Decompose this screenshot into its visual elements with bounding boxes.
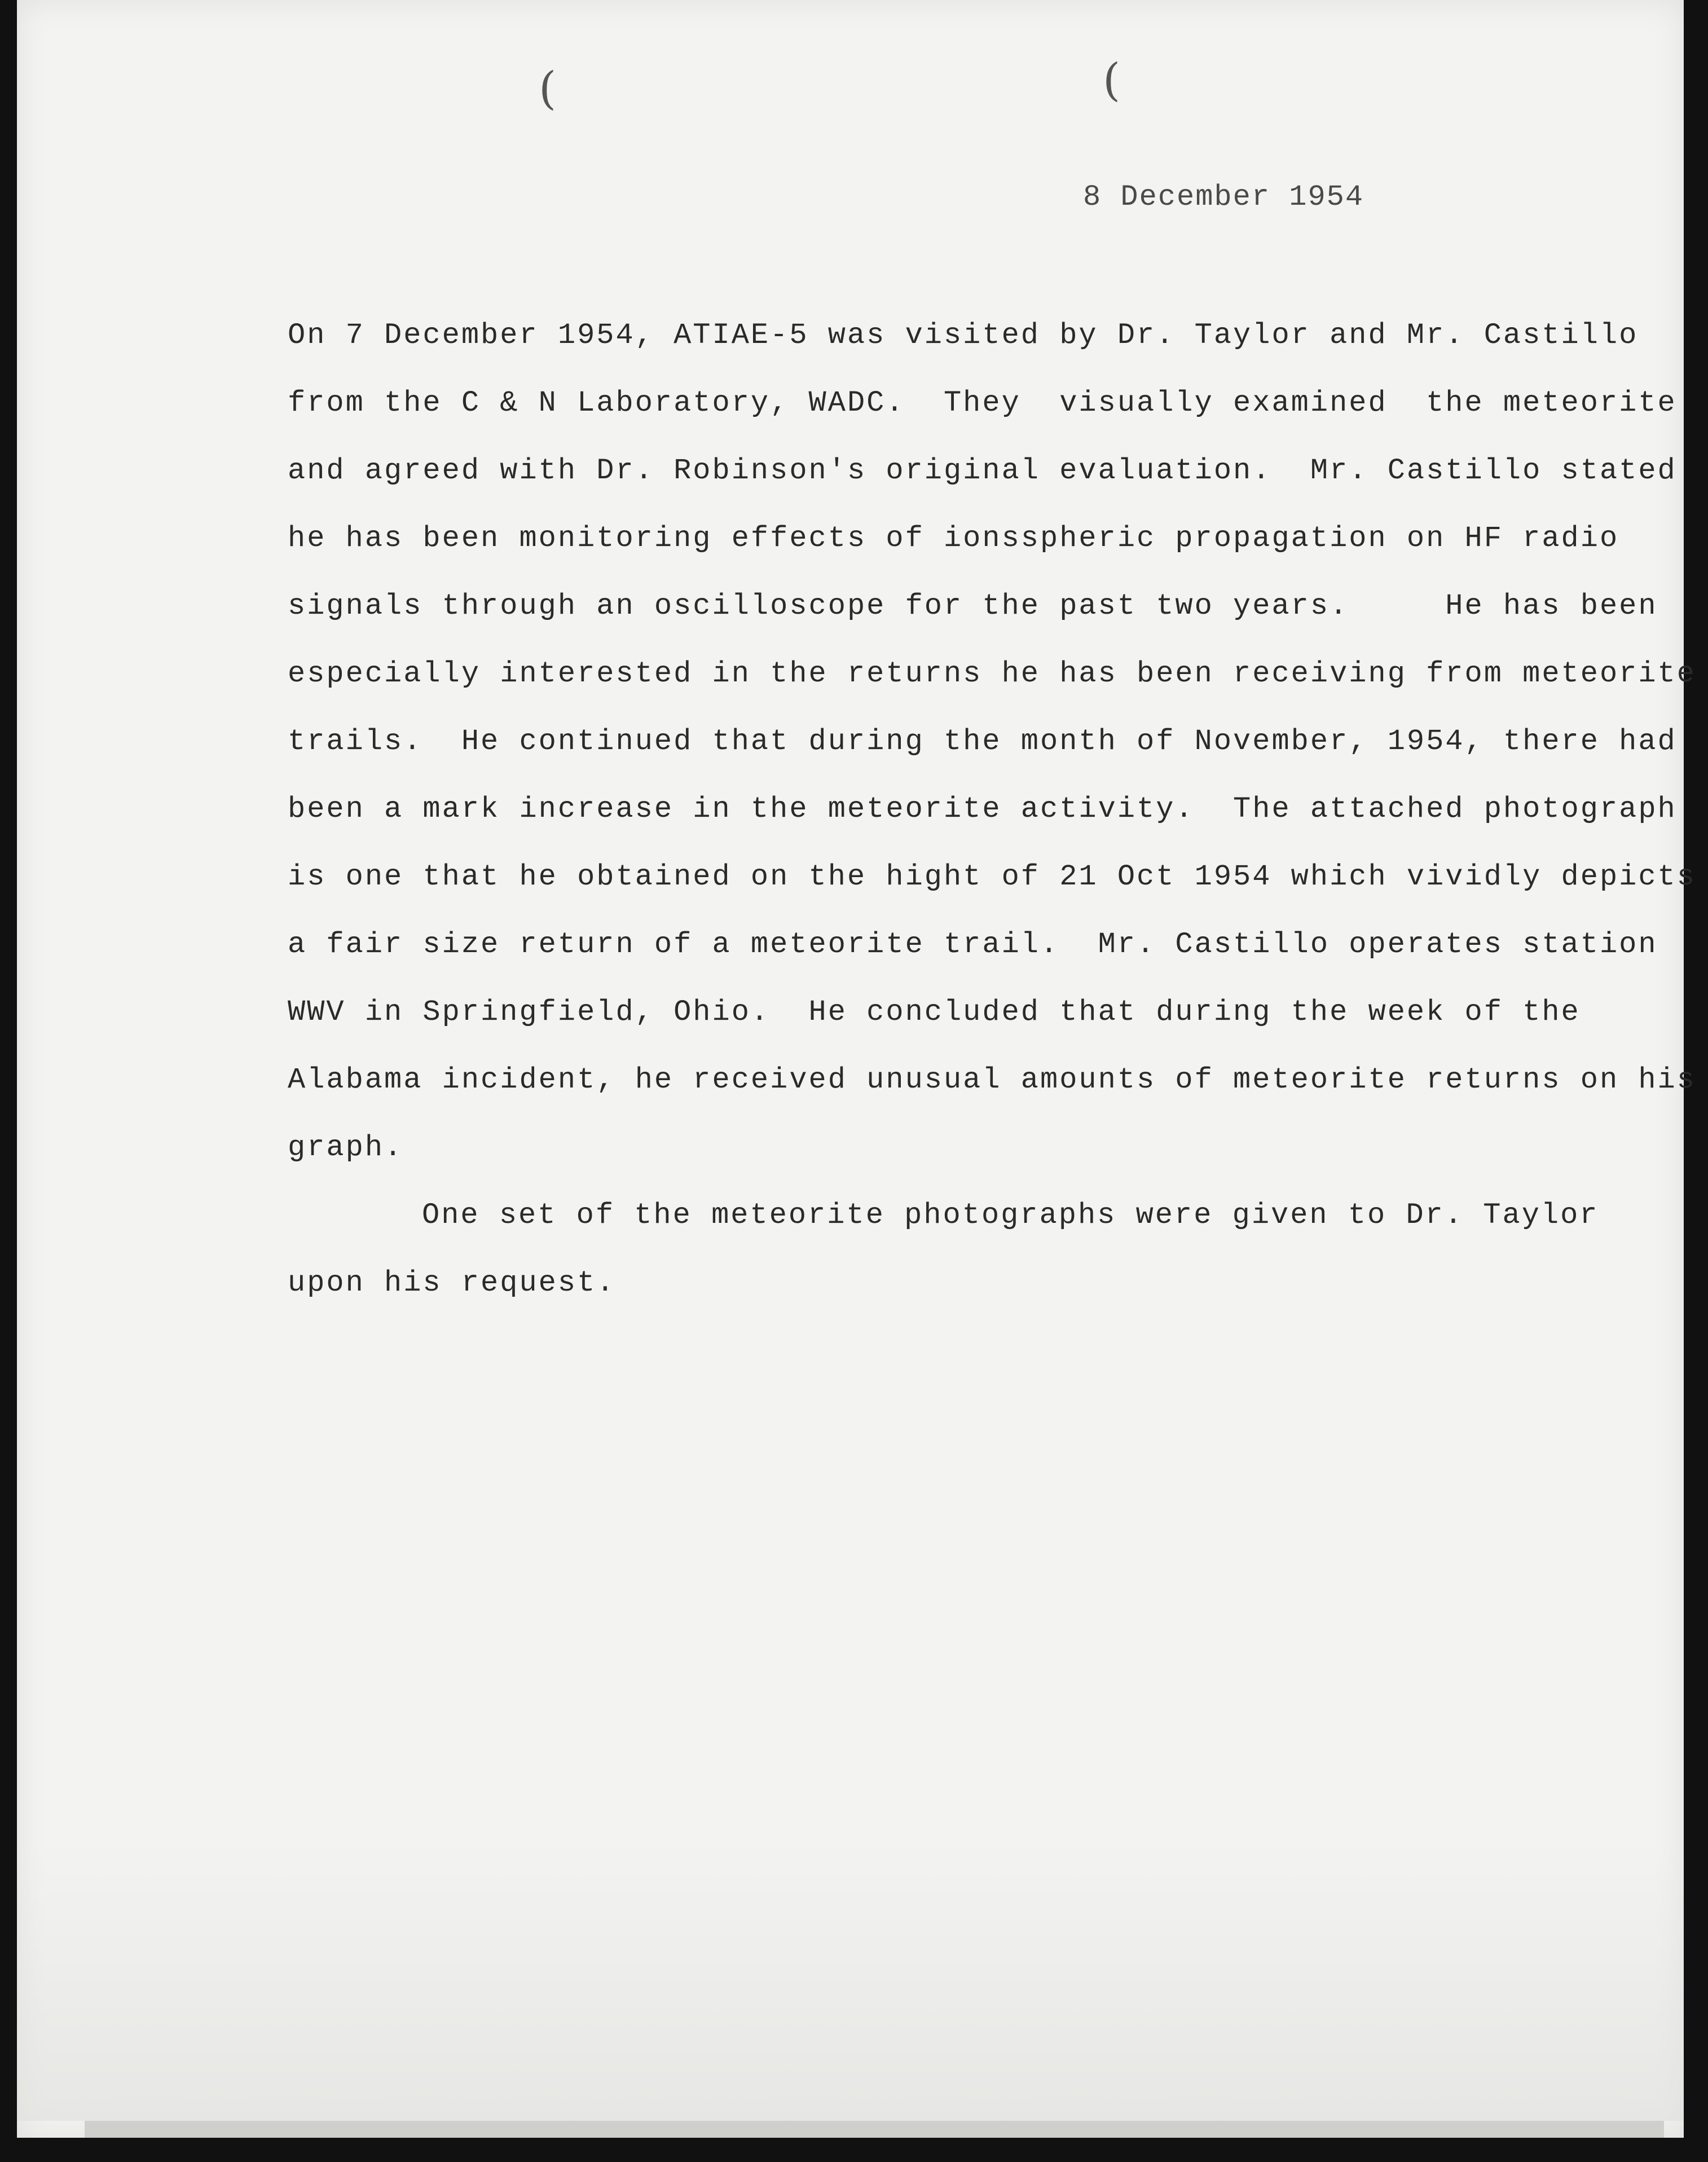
text-line: trails. He continued that during the month of November, 1954, there had — [288, 725, 1677, 758]
text-line: a fair size return of a meteorite trail. Mr. Castillo operates station — [288, 928, 1658, 961]
text-line: graph. — [288, 1131, 404, 1164]
left-paren-mark: ( — [539, 62, 557, 115]
text-line: One set of the meteorite photographs were given to Dr. Taylor — [422, 1199, 1599, 1232]
text-line: from the C & N Laboratory, WADC. They visually examined the meteorite — [288, 386, 1677, 420]
text-line: is one that he obtained on the hight of 21 Oct 1954 which vividly depicts — [288, 860, 1696, 893]
text-line: signals through an oscilloscope for the past two years. He has been — [288, 589, 1658, 623]
document-date: 8 December 1954 — [1083, 180, 1364, 214]
text-line: and agreed with Dr. Robinson's original evaluation. Mr. Castillo stated — [288, 454, 1677, 487]
text-line: On 7 December 1954, ATIAE-5 was visited by Dr. Taylor and Mr. Castillo — [288, 319, 1639, 352]
right-paren-mark: ( — [1103, 54, 1121, 106]
text-line: he has been monitoring effects of ionsspheric propagation on HF radio — [288, 522, 1619, 555]
document-sheet — [17, 0, 1696, 2138]
text-line: especially interested in the returns he has been receiving from meteorite — [288, 657, 1696, 690]
text-line: WWV in Springfield, Ohio. He concluded that during the week of the — [288, 996, 1581, 1029]
film-edge — [85, 2121, 1664, 2138]
text-line: Alabama incident, he received unusual amounts of meteorite returns on his — [288, 1063, 1696, 1097]
text-line: been a mark increase in the meteorite activity. The attached photograph — [288, 792, 1677, 826]
text-line: upon his request. — [288, 1266, 616, 1300]
bleed-through-area — [17, 1839, 1684, 2121]
